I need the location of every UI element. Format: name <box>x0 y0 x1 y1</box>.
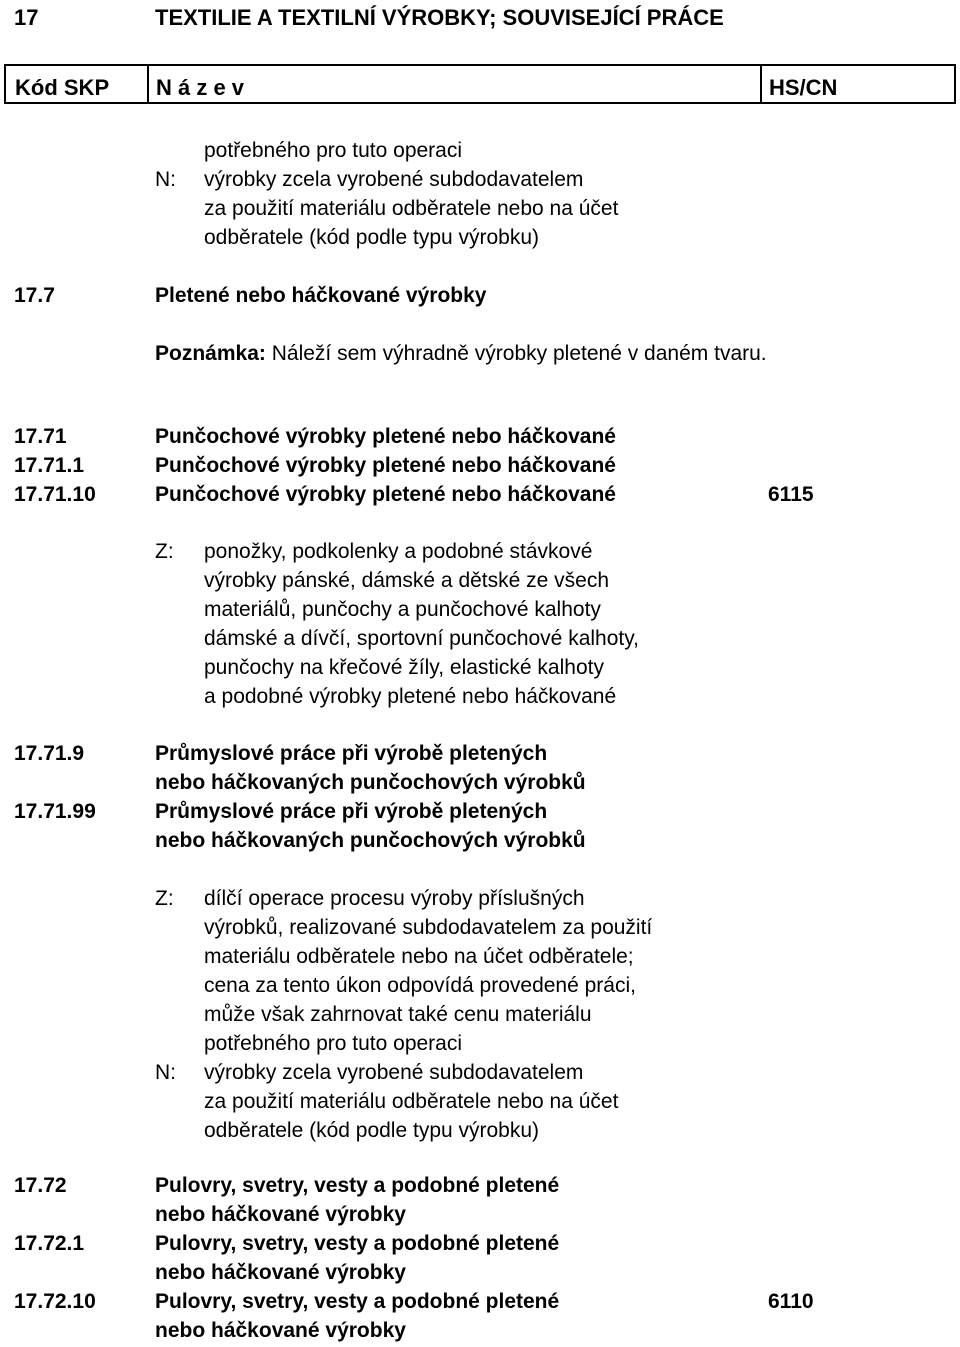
note-line: může však zahrnovat také cenu materiálu <box>204 1003 592 1026</box>
entry-title: Pulovry, svetry, vesty a podobné pletené <box>155 1290 560 1313</box>
entry-code: 17.71.9 <box>14 742 85 765</box>
column-divider <box>147 66 149 102</box>
note-line: materiálu odběratele nebo na účet odběratele; <box>204 945 634 968</box>
table-row <box>0 1229 960 1258</box>
entry-title: nebo háčkované výrobky <box>155 1261 406 1284</box>
note-line: výrobky pánské, dámské a dětské ze všech <box>204 569 610 592</box>
note-continuation <box>0 136 960 252</box>
chapter-heading <box>14 3 724 32</box>
note-line: punčochy na křečové žíly, elastické kalhoty <box>204 656 604 679</box>
column-name: N á z e v <box>156 75 245 100</box>
entries-17-71 <box>0 422 960 509</box>
n-prefix: N: <box>155 1061 176 1084</box>
entry-title: Pulovry, svetry, vesty a podobné pletené <box>155 1174 560 1197</box>
table-row <box>0 1287 960 1316</box>
table-row <box>0 422 960 451</box>
entry-title: Pulovry, svetry, vesty a podobné pletené <box>155 1232 560 1255</box>
entry-hs-code: 6110 <box>768 1290 814 1313</box>
note-line: za použití materiálu odběratele nebo na účet <box>204 197 619 220</box>
table-row <box>0 1171 960 1200</box>
remark-label: Poznámka: <box>155 342 266 365</box>
note-line: potřebného pro tuto operaci <box>204 139 463 162</box>
table-row <box>0 451 960 480</box>
remark-text: Náleží sem výhradně výrobky pletené v daném tvaru. <box>271 342 767 365</box>
column-code: Kód SKP <box>15 75 110 100</box>
entry-code: 17.72.1 <box>14 1232 85 1255</box>
note-line: výrobky zcela vyrobené subdodavatelem <box>204 168 584 191</box>
note-line: za použití materiálu odběratele nebo na účet <box>204 1090 619 1113</box>
chapter-number: 17 <box>14 5 39 30</box>
note-line: dílčí operace procesu výroby příslušných <box>204 887 585 910</box>
entry-title: Pletené nebo háčkované výrobky <box>155 284 487 307</box>
note-line: odběratele (kód podle typu výrobku) <box>204 1119 540 1142</box>
note-line: dámské a dívčí, sportovní punčochové kalhoty, <box>204 627 640 650</box>
entry-title: nebo háčkované výrobky <box>155 1203 406 1226</box>
entry-title: Punčochové výrobky pletené nebo háčkované <box>155 454 616 477</box>
entry-title: nebo háčkovaných punčochových výrobků <box>155 829 586 852</box>
note-line: odběratele (kód podle typu výrobku) <box>204 226 540 249</box>
note-line: a podobné výrobky pletené nebo háčkované <box>204 685 617 708</box>
note-line: cena za tento úkon odpovídá provedené práci, <box>204 974 636 997</box>
entries-17-72 <box>0 1171 960 1345</box>
entry-title: Průmyslové práce při výrobě pletených <box>155 800 548 823</box>
note-line: ponožky, podkolenky a podobné stávkové <box>204 540 593 563</box>
note-line: výrobky zcela vyrobené subdodavatelem <box>204 1061 584 1084</box>
chapter-title: TEXTILIE A TEXTILNÍ VÝROBKY; SOUVISEJÍCÍ PRÁCE <box>155 5 724 30</box>
note-line: výrobků, realizované subdodavatelem za použití <box>204 916 653 939</box>
column-hs: HS/CN <box>769 75 838 100</box>
table-row <box>0 739 960 768</box>
entry-code: 17.71 <box>14 425 67 448</box>
entry-code: 17.71.1 <box>14 454 85 477</box>
entries-17-71-9 <box>0 739 960 855</box>
column-divider <box>760 66 762 102</box>
entry-title: nebo háčkovaných punčochových výrobků <box>155 771 586 794</box>
entry-title: nebo háčkované výrobky <box>155 1319 406 1342</box>
entry-hs-code: 6115 <box>768 483 814 506</box>
entry-code: 17.72.10 <box>14 1290 96 1313</box>
entry-17-7 <box>0 281 960 310</box>
column-header <box>4 64 956 104</box>
n-prefix: N: <box>155 168 176 191</box>
includes-17-71-99 <box>0 884 960 1145</box>
entry-code: 17.71.10 <box>14 483 96 506</box>
z-prefix: Z: <box>155 887 174 910</box>
entry-code: 17.71.99 <box>14 800 96 823</box>
note-line: potřebného pro tuto operaci <box>204 1032 463 1055</box>
entry-title: Punčochové výrobky pletené nebo háčkované <box>155 425 616 448</box>
entry-code: 17.7 <box>14 284 55 307</box>
entry-code: 17.72 <box>14 1174 67 1197</box>
includes-17-71-10 <box>0 537 960 711</box>
entry-title: Průmyslové práce při výrobě pletených <box>155 742 548 765</box>
z-prefix: Z: <box>155 540 174 563</box>
note-line: materiálů, punčochy a punčochové kalhoty <box>204 598 601 621</box>
entry-title: Punčochové výrobky pletené nebo háčkované <box>155 483 616 506</box>
table-row <box>0 797 960 826</box>
table-row <box>0 480 960 509</box>
